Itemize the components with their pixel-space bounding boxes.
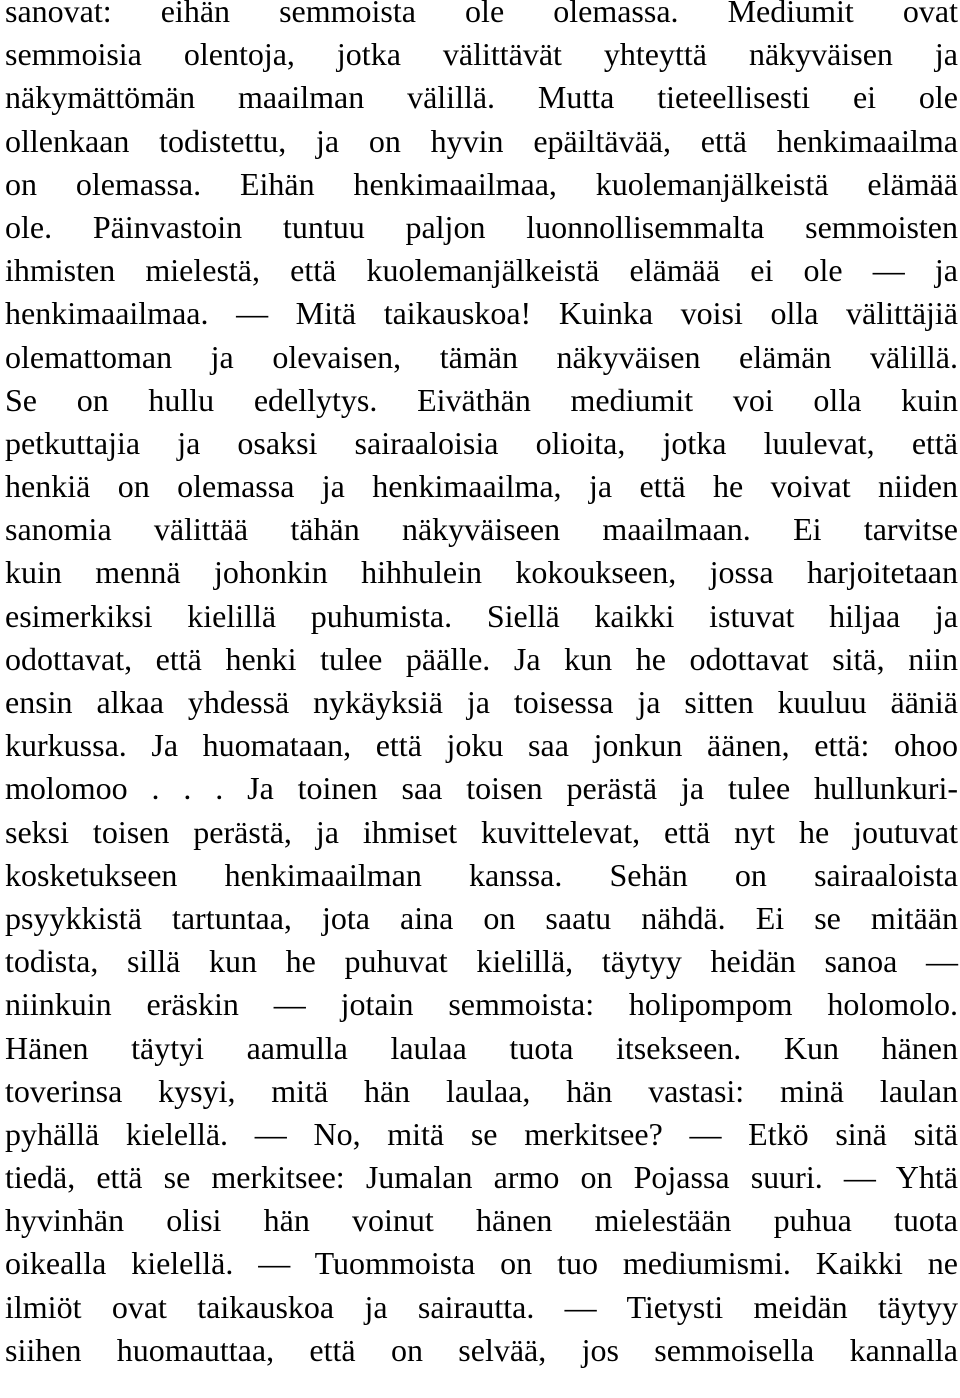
text-line: pyhällä kielellä. — No, mitä se merkitsee? — Etkö sinä sitä: [5, 1115, 958, 1152]
text-line: ihmisten mielestä, että kuolemanjälkeistä elämää ei ole — ja: [5, 252, 958, 289]
text-line: sanomia välittää tähän näkyväiseen maailmaan. Ei tarvitse: [5, 511, 958, 548]
text-line: psyykkistä tartuntaa, jota aina on saatu nähdä. Ei se mitään: [5, 899, 958, 936]
text-line: toverinsa kysyi, mitä hän laulaa, hän vastasi: minä laulan: [5, 1072, 958, 1109]
text-line: molomoo . . . Ja toinen saa toisen perästä ja tulee hullunkuri-: [5, 770, 958, 807]
text-line: kosketukseen henkimaailman kanssa. Sehän on sairaaloista: [5, 856, 958, 893]
text-line: näkymättömän maailman välillä. Mutta tieteellisesti ei ole: [5, 79, 958, 116]
text-line: Hänen täytyi aamulla laulaa tuota itsekseen. Kun hänen: [5, 1029, 958, 1066]
text-line: kuin mennä johonkin hihhulein kokoukseen, jossa harjoitetaan: [5, 554, 958, 591]
text-line: sanovat: eihän semmoista ole olemassa. Mediumit ovat: [5, 0, 958, 29]
body-text: [5, 0, 958, 1372]
text-line: olemattoman ja olevaisen, tämän näkyväisen elämän välillä.: [5, 338, 958, 375]
text-line: henkimaailmaa. — Mitä taikauskoa! Kuinka voisi olla välittäjiä: [5, 295, 958, 332]
text-line: henkiä on olemassa ja henkimaailma, ja että he voivat niiden: [5, 468, 958, 505]
text-line: ensin alkaa yhdessä nykäyksiä ja toisessa ja sitten kuuluu ääniä: [5, 684, 958, 720]
text-line: ole. Päinvastoin tuntuu paljon luonnollisemmalta semmoisten: [5, 208, 958, 245]
text-line: niinkuin eräskin — jotain semmoista: holipompom holomolo.: [5, 986, 958, 1023]
text-line: semmoisia olentoja, jotka välittävät yhteyttä näkyväisen ja: [5, 36, 958, 73]
text-line: tiedä, että se merkitsee: Jumalan armo on Pojassa suuri. — Yhtä: [5, 1159, 958, 1196]
text-line: siihen huomauttaa, että on selvää, jos semmoisella kannalla: [5, 1331, 958, 1368]
text-line: Se on hullu edellytys. Eiväthän mediumit voi olla kuin: [5, 381, 958, 418]
text-line: ollenkaan todistettu, ja on hyvin epäiltävää, että henkimaailma: [5, 122, 958, 159]
text-line: hyvinhän olisi hän voinut hänen mielestään puhua tuota: [5, 1202, 958, 1239]
text-line: todista, sillä kun he puhuvat kielillä, täytyy heidän sanoa —: [5, 943, 958, 980]
text-line: on olemassa. Eihän henkimaailmaa, kuolemanjälkeistä elämää: [5, 165, 958, 202]
text-line: oikealla kielellä. — Tuommoista on tuo mediumismi. Kaikki ne: [5, 1245, 958, 1282]
text-line: esimerkiksi kielillä puhumista. Siellä kaikki istuvat hiljaa ja: [5, 597, 958, 634]
text-line: kurkussa. Ja huomataan, että joku saa jonkun äänen, että: ohoo: [5, 727, 958, 764]
text-line: petkuttajia ja osaksi sairaaloisia olioita, jotka luulevat, että: [5, 424, 958, 461]
text-line: ilmiöt ovat taikauskoa ja sairautta. — Tietysti meidän täytyy: [5, 1288, 958, 1325]
text-line: seksi toisen perästä, ja ihmiset kuvittelevat, että nyt he joutuvat: [5, 813, 958, 850]
text-line: odottavat, että henki tulee päälle. Ja kun he odottavat sitä, niin: [5, 640, 958, 677]
